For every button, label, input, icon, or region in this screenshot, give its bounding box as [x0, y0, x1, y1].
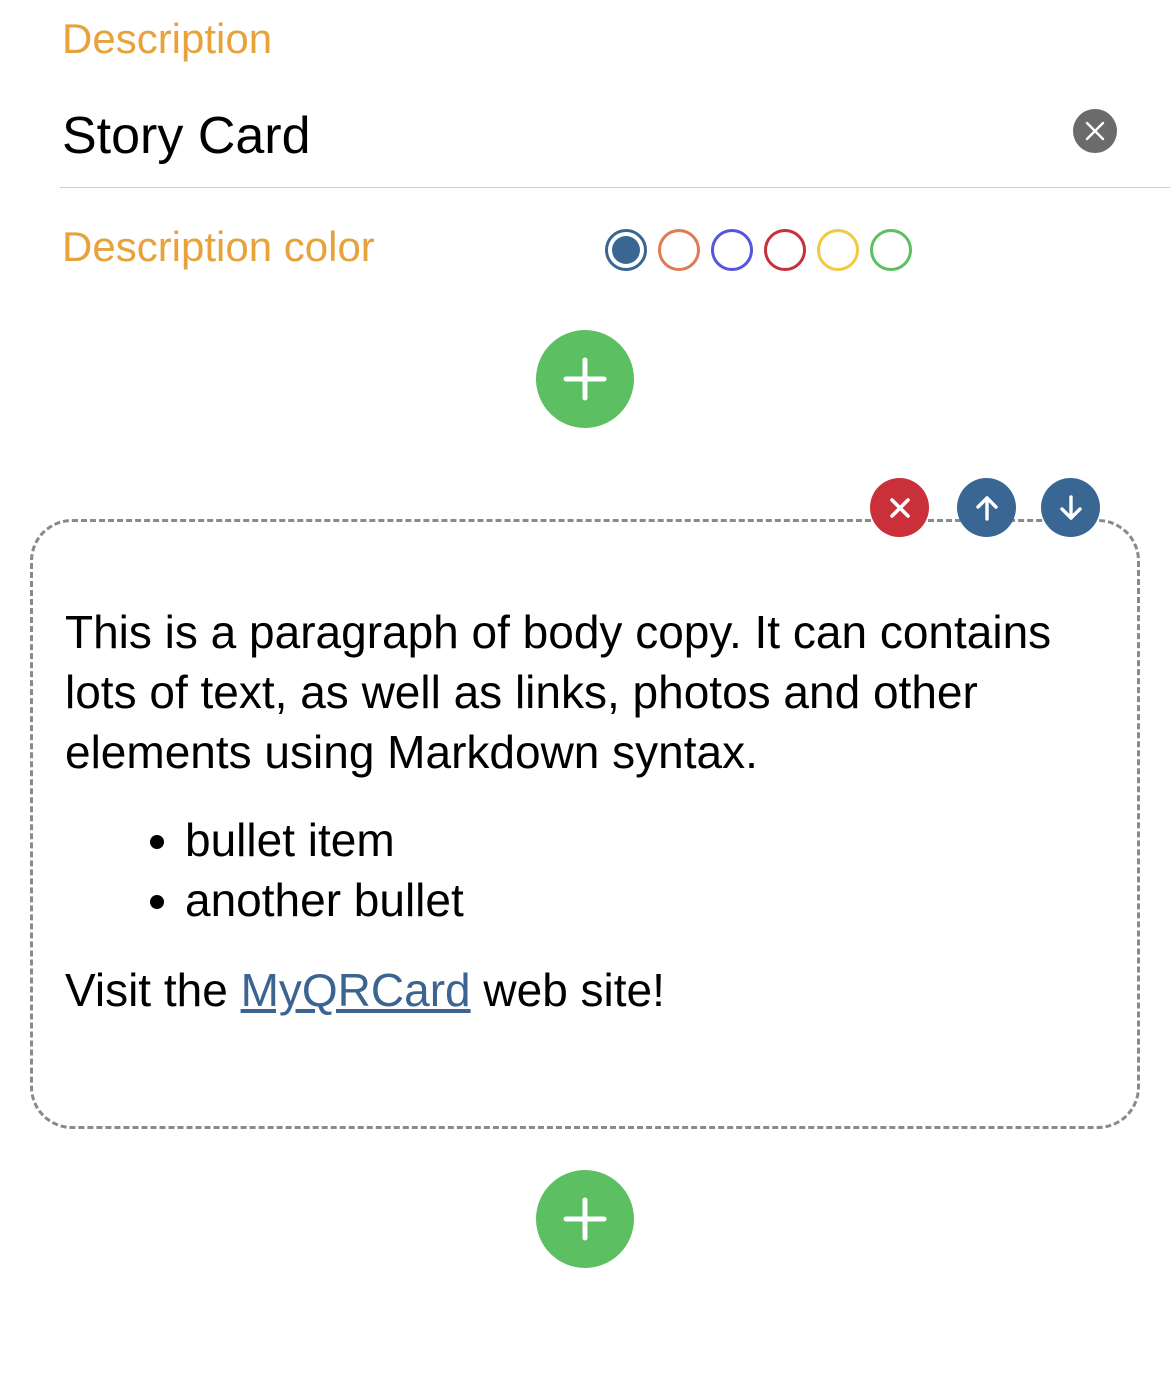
remove-card-button[interactable] — [870, 478, 929, 537]
close-icon — [887, 495, 913, 521]
text-card — [30, 519, 1140, 1129]
description-input[interactable] — [62, 88, 1052, 184]
selected-dot — [612, 236, 640, 264]
arrow-up-icon — [972, 493, 1002, 523]
card-content — [65, 602, 1115, 1020]
add-section-button[interactable] — [536, 1170, 634, 1268]
clear-description-button[interactable] — [1073, 109, 1117, 153]
x-circle-icon — [1084, 120, 1106, 142]
color-swatch-yellow[interactable] — [817, 229, 859, 271]
color-swatch-orange[interactable] — [658, 229, 700, 271]
plus-icon — [562, 356, 608, 402]
bullet-list — [65, 810, 1115, 930]
add-section-button[interactable] — [536, 330, 634, 428]
color-swatch-indigo[interactable] — [711, 229, 753, 271]
arrow-down-icon — [1056, 493, 1086, 523]
color-swatch-red[interactable] — [764, 229, 806, 271]
list-item: • another bullet — [185, 870, 1115, 930]
description-label: Description — [62, 15, 273, 62]
move-down-button[interactable] — [1041, 478, 1100, 537]
list-item: • bullet item — [185, 810, 1115, 870]
myqrcard-link[interactable]: MyQRCard — [240, 964, 471, 1016]
color-swatches — [605, 229, 912, 271]
description-field — [60, 88, 1170, 188]
move-up-button[interactable] — [957, 478, 1016, 537]
plus-icon — [562, 1196, 608, 1242]
visit-prefix: Visit the — [65, 964, 241, 1016]
visit-suffix: web site! — [470, 964, 665, 1016]
color-swatch-green[interactable] — [870, 229, 912, 271]
description-color-label: Description color — [62, 223, 375, 270]
color-swatch-blue[interactable] — [605, 229, 647, 271]
body-paragraph: This is a paragraph of body copy. It can contains lots of text, as well as links, photos and other elements using Markdown syntax. — [65, 606, 1052, 778]
visit-line — [65, 960, 1115, 1020]
